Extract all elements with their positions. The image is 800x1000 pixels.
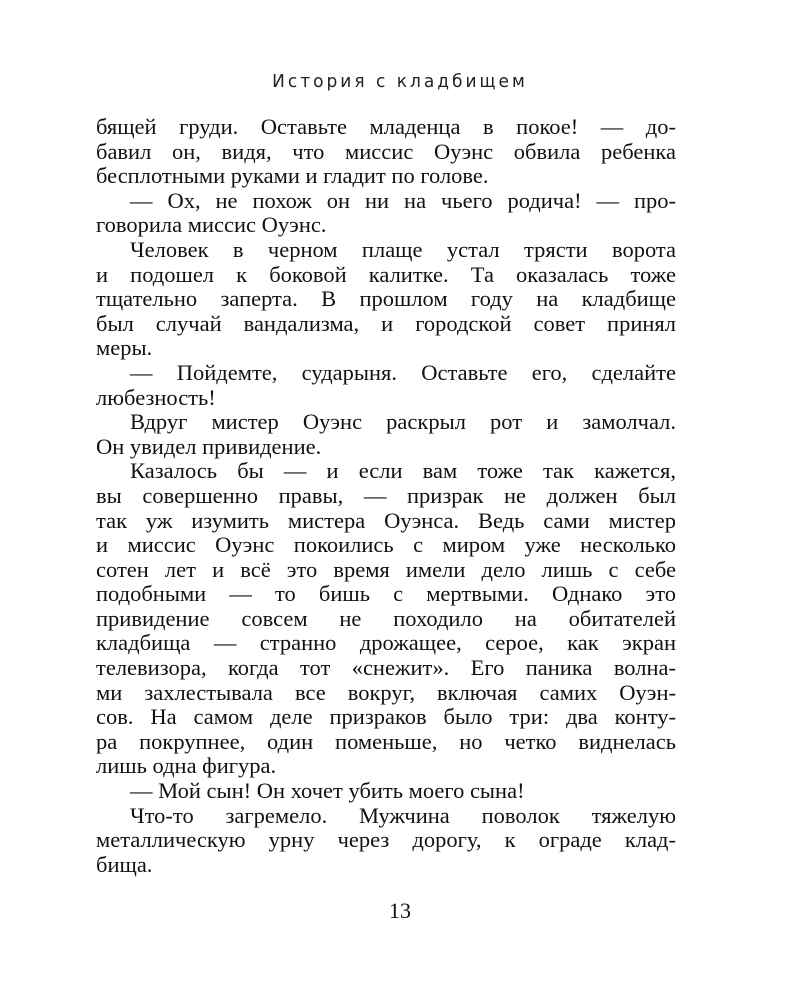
- text-line: так уж изумить мистера Оуэнса. Ведь сами мистер: [96, 507, 676, 533]
- text-line: Он увидел привидение.: [96, 433, 322, 459]
- text-line: Казалось бы — и если вам тоже так кажется,: [130, 458, 676, 484]
- text-line: Что-то загремело. Мужчина поволок тяжелую: [130, 802, 676, 828]
- text-line: сотен лет и всё это время имели дело лишь с себе: [96, 556, 676, 582]
- running-header: История с кладбищем: [272, 71, 528, 93]
- body-text: [96, 115, 676, 877]
- text-line: — Пойдемте, сударыня. Оставьте его, сделайте: [130, 359, 676, 385]
- text-line: бящей груди. Оставьте младенца в покое! — до-: [96, 114, 676, 139]
- text-line: бища.: [96, 851, 153, 877]
- text-line: был случай вандализма, и городской совет принял: [96, 310, 676, 336]
- text-line: и миссис Оуэнс покоились с миром уже несколько: [96, 532, 676, 558]
- text-line: металлическую урну через дорогу, к ограде клад-: [96, 827, 676, 853]
- text-line: и подошел к боковой калитке. Та оказалась тоже: [96, 261, 676, 287]
- text-line: телевизора, когда тот «снежит». Его паника волна-: [96, 655, 676, 681]
- text-line: ра покрупнее, один поменьше, но четко виднелась: [96, 728, 676, 754]
- text-line: Вдруг мистер Оуэнс раскрыл рот и замолчал.: [130, 409, 676, 435]
- text-line: кладбища — странно дрожащее, серое, как экран: [96, 630, 676, 656]
- text-line: привидение совсем не походило на обитателей: [96, 605, 676, 631]
- text-line: вы совершенно правы, — призрак не должен был: [96, 482, 676, 508]
- text-line: лишь одна фигура.: [96, 753, 277, 779]
- text-line: Человек в черном плаще устал трясти ворота: [130, 236, 676, 262]
- text-line: бавил он, видя, что миссис Оуэнс обвила ребенка: [96, 138, 676, 164]
- text-line: говорила миссис Оуэнс.: [96, 212, 327, 238]
- text-line: сов. На самом деле призраков было три: два конту-: [96, 704, 676, 730]
- text-line: ми захлестывала все вокруг, включая самих Оуэн-: [96, 679, 676, 705]
- text-line: — Мой сын! Он хочет убить моего сына!: [130, 778, 525, 804]
- text-line: меры.: [96, 335, 153, 361]
- page-number: 13: [389, 898, 411, 923]
- text-line: подобными — то бишь с мертвыми. Однако это: [96, 581, 676, 607]
- text-line: — Ох, не похож он ни на чьего родича! — про-: [130, 187, 676, 213]
- text-line: бесплотными руками и гладит по голове.: [96, 163, 489, 189]
- text-line: тщательно заперта. В прошлом году на кладбище: [96, 286, 676, 312]
- text-line: любезность!: [96, 384, 216, 410]
